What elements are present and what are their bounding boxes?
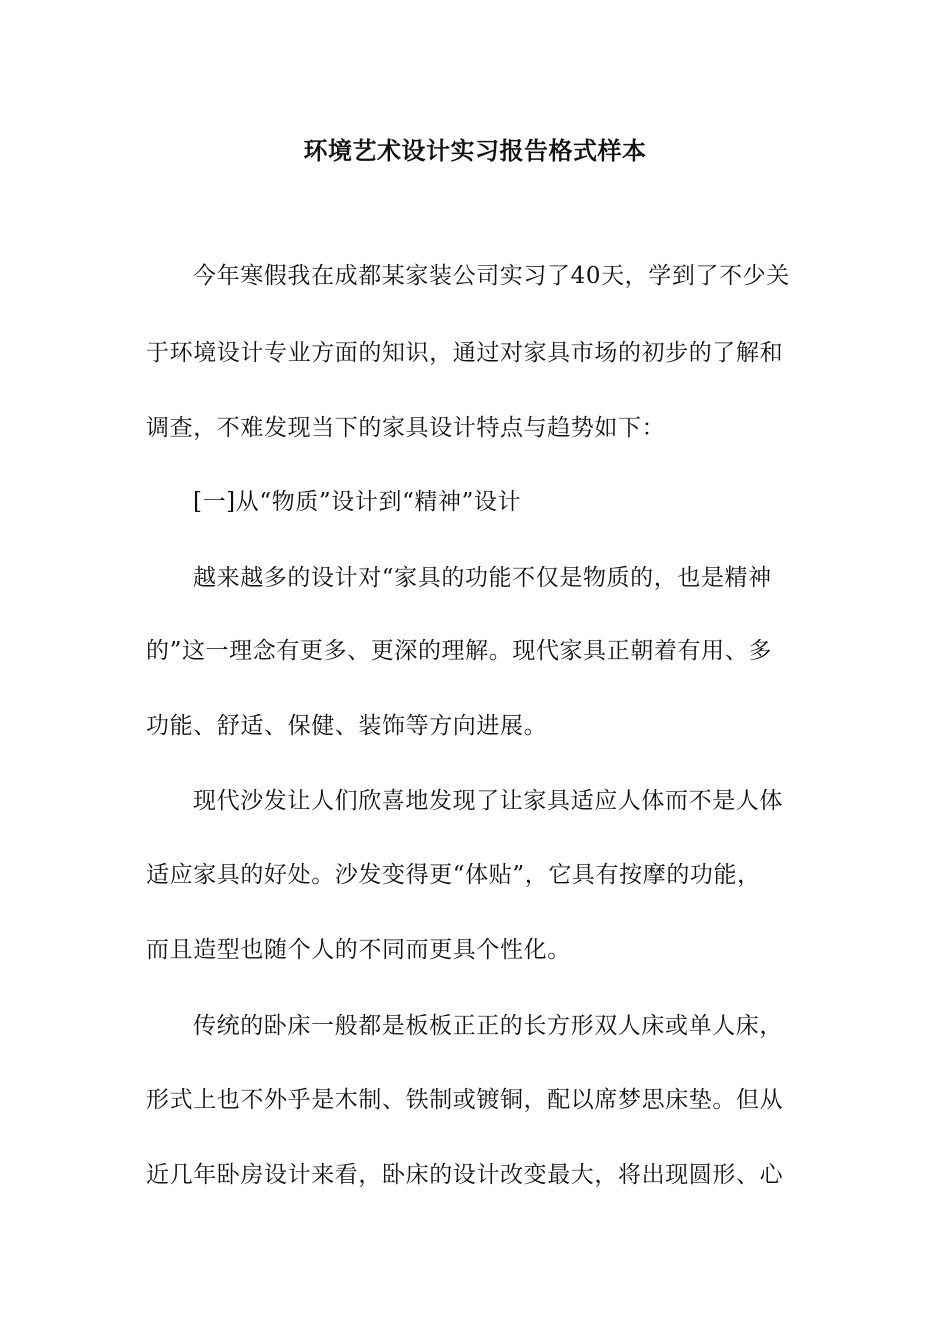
paragraph-line-9: 而且造型也随个人的不同而更具个性化。 [146,937,571,963]
document-title: 环境艺术设计实习报告格式样本 [303,137,647,165]
paragraph-line-12: 近几年卧房设计来看，卧床的设计改变最大，将出现圆形、心 [146,1162,784,1188]
paragraph-line-4: 越来越多的设计对“家具的功能不仅是物质的，也是精神 [193,565,772,591]
paragraph-line-5: 的”这一理念有更多、更深的理解。现代家具正朝着有用、多 [146,638,772,664]
paragraph-line-11: 形式上也不外乎是木制、铁制或镀铜，配以席梦思床垫。但从 [146,1087,784,1113]
paragraph-line-7: 现代沙发让人们欣喜地发现了让家具适应人体而不是人体 [193,788,783,814]
paragraph-line-10: 传统的卧床一般都是板板正正的长方形双人床或单人床， [193,1013,783,1039]
paragraph-line-8: 适应家具的好处。沙发变得更“体贴”，它具有按摩的功能， [146,862,761,888]
paragraph-line-2: 于环境设计专业方面的知识，通过对家具市场的初步的了解和 [146,340,784,366]
paragraph-line-1: 今年寒假我在成都某家装公司实习了40天，学到了不少关 [193,263,790,289]
paragraph-line-3: 调查，不难发现当下的家具设计特点与趋势如下： [146,415,666,441]
paragraph-line-6: 功能、舒适、保健、装饰等方向进展。 [146,713,548,739]
section-heading: [一]从“物质”设计到“精神”设计 [193,489,522,515]
